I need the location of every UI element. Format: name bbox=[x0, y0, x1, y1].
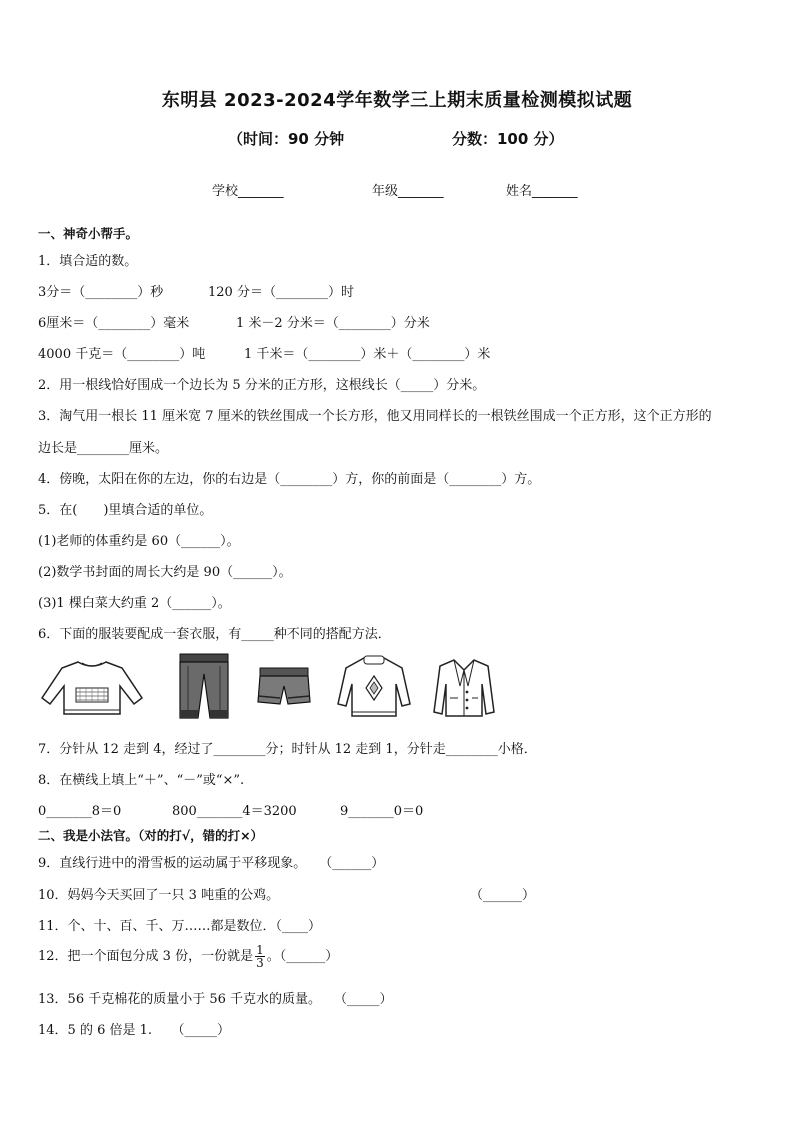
question-2[interactable]: 2．用一根线恰好围成一个边长为 5 分米的正方形，这根线长（_____）分米。 bbox=[38, 378, 486, 393]
jacket-icon bbox=[432, 656, 496, 720]
question-11[interactable]: 11．个、十、百、千、万……都是数位．（____） bbox=[38, 919, 322, 934]
question-9[interactable]: 9．直线行进中的滑雪板的运动属于平移现象。 （______） bbox=[38, 856, 385, 871]
section-heading-2: 二、我是小法官。（对的打√，错的打×） bbox=[38, 828, 264, 843]
question-1: 1．填合适的数。 bbox=[38, 254, 138, 269]
question-10: 10．妈妈今天买回了一只 3 吨重的公鸡。 bbox=[38, 888, 280, 903]
section-heading-1: 一、神奇小帮手。 bbox=[38, 226, 139, 241]
question-8a[interactable]: 0_______8＝0 bbox=[38, 804, 122, 819]
sweater-icon bbox=[40, 658, 144, 718]
question-7[interactable]: 7．分针从 12 走到 4，经过了________分；时针从 12 走到 1，分针走________小格． bbox=[38, 742, 537, 757]
question-1c[interactable]: 6厘米＝（________）毫米 bbox=[38, 316, 190, 331]
argyle-sweater-icon bbox=[336, 654, 412, 720]
school-field[interactable]: 学校_______ bbox=[212, 184, 284, 199]
question-1a[interactable]: 3分＝（________）秒 bbox=[38, 285, 164, 300]
grade-field[interactable]: 年级_______ bbox=[372, 184, 444, 199]
question-5a[interactable]: (1)老师的体重约是 60（______）。 bbox=[38, 534, 240, 549]
exam-score: 分数：100 分） bbox=[452, 130, 564, 148]
question-5: 5．在( )里填合适的单位。 bbox=[38, 503, 213, 518]
exam-time: （时间：90 分钟 bbox=[228, 130, 345, 148]
question-14[interactable]: 14．5 的 6 倍是 1. （_____） bbox=[38, 1023, 231, 1038]
question-3-line1: 3．淘气用一根长 11 厘米宽 7 厘米的铁丝围成一个长方形，他又用同样长的一根铁丝围成一个正方形，这个正方形的 bbox=[38, 409, 712, 424]
name-field[interactable]: 姓名_______ bbox=[506, 184, 578, 199]
question-6[interactable]: 6．下面的服装要配成一套衣服，有_____种不同的搭配方法． bbox=[38, 627, 391, 642]
question-8: 8．在横线上填上“＋”、“－”或“×”. bbox=[38, 773, 245, 788]
question-13[interactable]: 13．56 千克棉花的质量小于 56 千克水的质量。 （_____） bbox=[38, 992, 393, 1007]
fraction-one-third bbox=[255, 944, 265, 969]
question-5b[interactable]: (2)数学书封面的周长大约是 90（______）。 bbox=[38, 565, 292, 580]
question-12-text: 12．把一个面包分成 3 份，一份就是 bbox=[38, 949, 254, 964]
fraction-numerator: 1 bbox=[256, 943, 264, 957]
question-8b[interactable]: 800_______4＝3200 bbox=[172, 804, 297, 819]
question-4[interactable]: 4．傍晚，太阳在你的左边，你的右边是（________）方，你的前面是（________）方。 bbox=[38, 472, 541, 487]
clothing-images bbox=[36, 652, 516, 724]
question-5c[interactable]: (3)1 棵白菜大约重 2（______）。 bbox=[38, 596, 231, 611]
question-12-answer[interactable]: 。（______） bbox=[266, 949, 339, 964]
question-1b[interactable]: 120 分＝（________）时 bbox=[208, 285, 354, 300]
trousers-icon bbox=[176, 652, 232, 722]
question-12[interactable] bbox=[38, 944, 338, 969]
question-1e[interactable]: 4000 千克＝（________）吨 bbox=[38, 347, 206, 362]
fraction-denominator: 3 bbox=[256, 956, 264, 970]
question-1d[interactable]: 1 米－2 分米＝（________）分米 bbox=[236, 316, 430, 331]
question-8c[interactable]: 9_______0＝0 bbox=[340, 804, 424, 819]
question-1f[interactable]: 1 千米＝（________）米＋（________）米 bbox=[244, 347, 491, 362]
shorts-icon bbox=[256, 666, 312, 708]
question-3-line2[interactable]: 边长是________厘米。 bbox=[38, 441, 169, 456]
page-title: 东明县 2023-2024学年数学三上期末质量检测模拟试题 bbox=[161, 90, 633, 111]
question-10-answer[interactable]: （______） bbox=[470, 888, 536, 903]
